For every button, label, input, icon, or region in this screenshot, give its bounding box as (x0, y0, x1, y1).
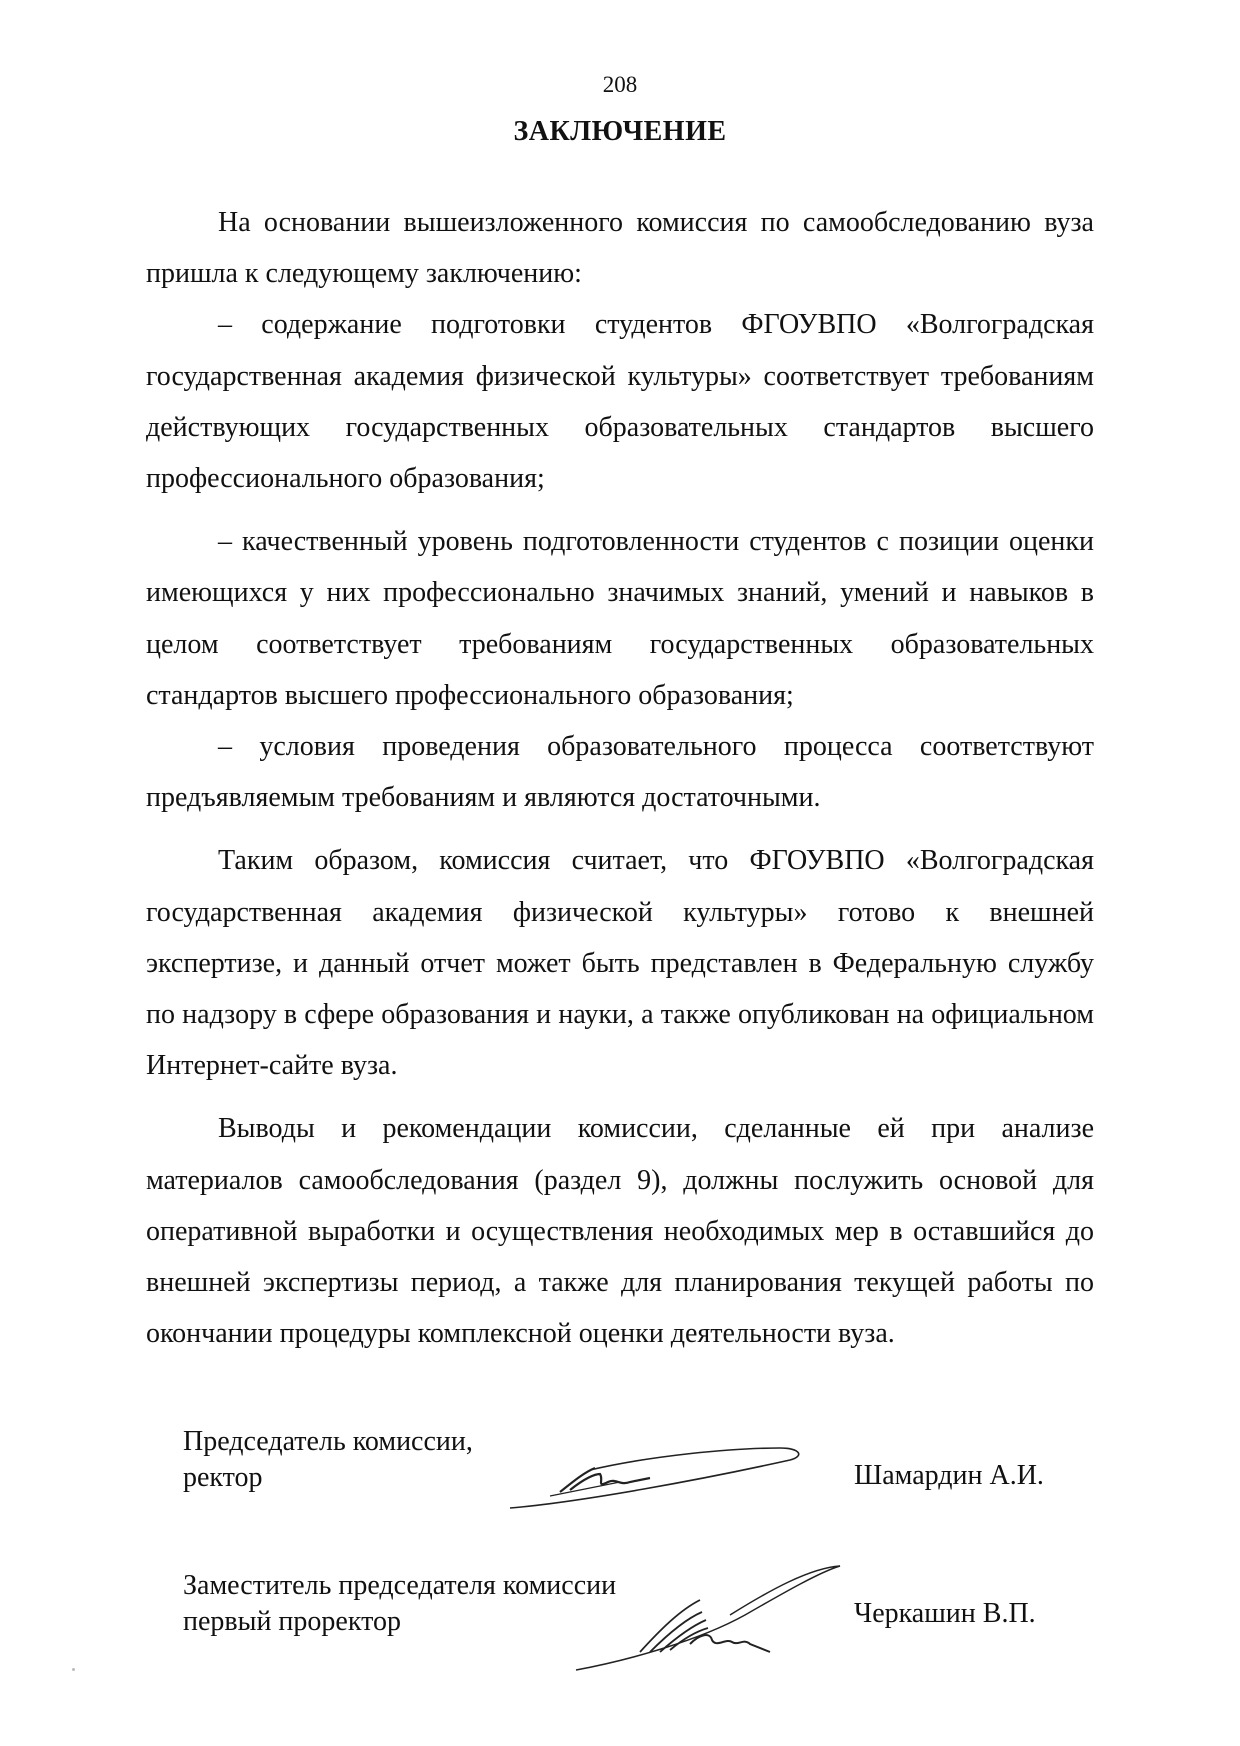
signatory-1-role (183, 1424, 473, 1496)
paragraph-recommendations: Выводы и рекомендации комиссии, сделанные ей при анализе материалов самообследования (раздел 9), должны послужить основой для оперативной выработки и осуществления необходимых мер в оставшийся до внешней экспертизы период, а также для планирования текущей работы по окончании процедуры комплексной оценки деятельности вуза. (146, 1113, 1094, 1350)
signatory-2-role-line1: Заместитель председателя комиссии (183, 1570, 617, 1601)
signatory-2-name: Черкашин В.П. (854, 1598, 1036, 1629)
page-title: ЗАКЛЮЧЕНИЕ (513, 116, 727, 147)
paragraph-conclusion: Таким образом, комиссия считает, что ФГОУВПО «Волгоградская государственная академия физической культуры» готово к внешней экспертизе, и данный отчет может быть представлен в Федеральную службу по надзору в сфере образования и науки, а также опубликован на официальном Интернет-сайте вуза. (146, 845, 1094, 1082)
signature-1-image (500, 1430, 810, 1520)
signature-2-image (570, 1560, 850, 1680)
signatory-1-name: Шамардин А.И. (854, 1460, 1044, 1491)
scan-speck (72, 1668, 75, 1671)
paragraph-intro: На основании вышеизложенного комиссия по самообследованию вуза пришла к следующему заключению: (146, 207, 1094, 290)
signatory-2-role-line2: первый проректор (183, 1606, 401, 1637)
signatory-1-role-line1: Председатель комиссии, (183, 1426, 473, 1457)
document-body (146, 197, 1094, 1359)
page-number: 208 (602, 72, 638, 97)
signatory-1-role-line2: ректор (183, 1462, 263, 1493)
paragraph-item-1: – содержание подготовки студентов ФГОУВПО «Волгоградская государственная академия физической культуры» соответствует требованиям действующих государственных образовательных стандартов высшего профессионального образования; (146, 309, 1094, 495)
paragraph-item-2: – качественный уровень подготовленности студентов с позиции оценки имеющихся у них профессионально значимых знаний, умений и навыков в целом соответствует требованиям государственных образовательных стандартов высшего профессионального образования; (146, 526, 1094, 711)
signatory-2-role (183, 1568, 616, 1640)
paragraph-item-3: – условия проведения образовательного процесса соответствуют предъявляемым требованиям и являются достаточными. (146, 731, 1094, 814)
